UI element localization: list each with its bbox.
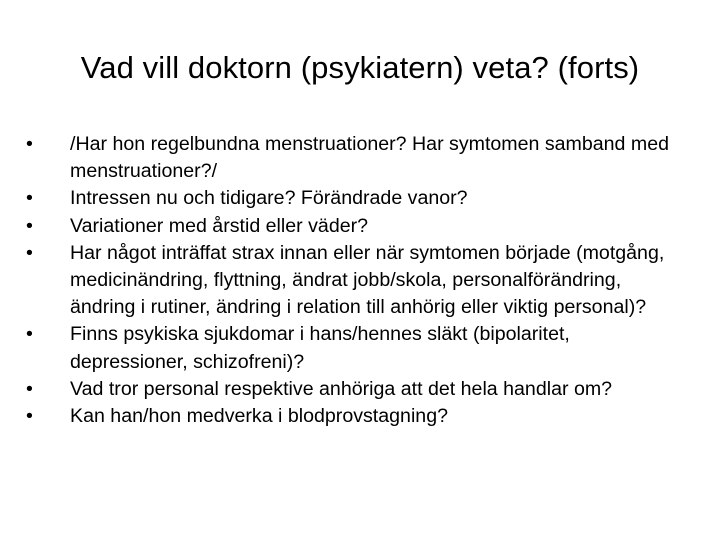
bullet-item-interests [26, 185, 676, 212]
bullet-icon: • [26, 405, 33, 428]
bullet-text: Intressen nu och tidigare? Förändrade vanor? [70, 187, 468, 210]
bullet-item-seasonal-variation [26, 213, 676, 240]
bullet-item-blood-sampling [26, 403, 676, 430]
bullet-text: /Har hon regelbundna menstruationer? Har symtomen samband med menstruationer?/ [70, 133, 670, 183]
bullet-item-menstruation [26, 131, 676, 185]
bullet-icon: • [26, 377, 33, 400]
bullet-text: Vad tror personal respektive anhöriga att det hela handlar om? [70, 377, 613, 400]
bullet-icon: • [26, 241, 33, 264]
bullet-icon: • [26, 187, 33, 210]
bullet-item-triggering-events [26, 240, 676, 322]
bullet-item-staff-relatives-view [26, 376, 676, 403]
bullet-list [26, 131, 676, 430]
bullet-item-family-history [26, 321, 676, 375]
bullet-text: Kan han/hon medverka i blodprovstagning? [70, 405, 448, 428]
slide-title: Vad vill doktorn (psykiatern) veta? (forts) [80, 50, 640, 85]
bullet-icon: • [26, 214, 33, 237]
bullet-text: Har något inträffat strax innan eller när symtomen började (motgång, medicinändring, flyttning, ändrat jobb/skola, personalförändring, ändring i rutiner, ändring i relation till anhörig eller viktig personal)? [70, 241, 665, 319]
bullet-text: Variationer med årstid eller väder? [70, 214, 369, 237]
bullet-text: Finns psykiska sjukdomar i hans/hennes släkt (bipolaritet, depressioner, schizofreni)? [70, 323, 570, 373]
bullet-icon: • [26, 133, 33, 155]
bullet-icon: • [26, 323, 33, 346]
